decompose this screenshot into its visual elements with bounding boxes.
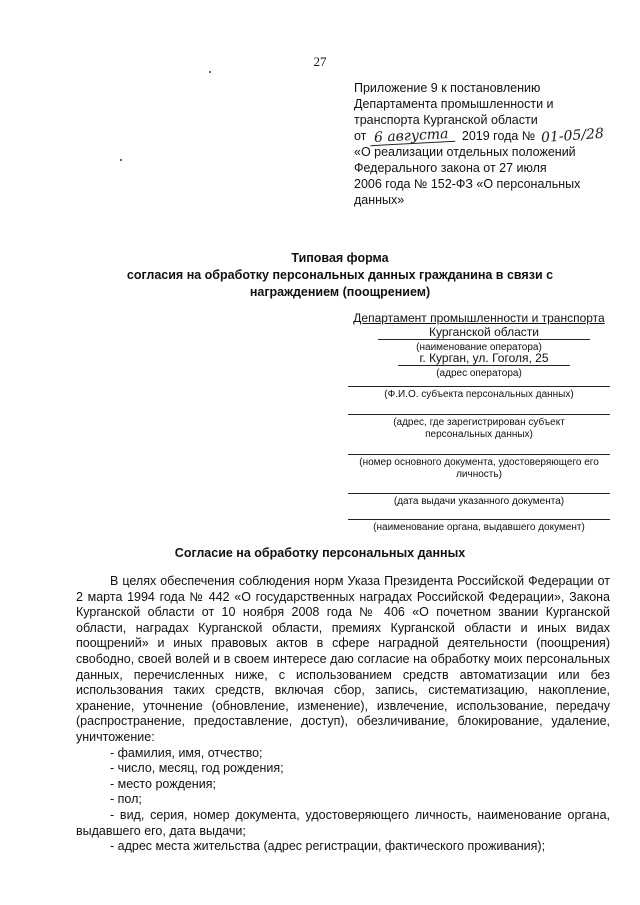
appendix-line: Приложение 9 к постановлению <box>354 81 541 95</box>
operator-address: г. Курган, ул. Гоголя, 25 <box>398 351 570 366</box>
subject-address-field <box>348 413 610 441</box>
title-line: Типовая форма <box>291 251 389 265</box>
document-caption: (номер основного документа, удостоверяющего его личность) <box>359 457 599 480</box>
list-item: - адрес места жительства (адрес регистрации, фактического проживания); <box>110 839 546 854</box>
subject-document-field <box>348 453 610 481</box>
handwritten-date: 6 августа <box>370 127 455 146</box>
scan-speck <box>209 71 211 73</box>
operator-name-line1: Департамент промышленности и транспорта <box>353 311 605 325</box>
year-text: 2019 года № <box>461 129 536 143</box>
appendix-line: 2006 года № 152-ФЗ «О персональных <box>354 177 581 191</box>
issuer-blank-line <box>348 518 610 520</box>
subject-fio-field <box>348 385 610 401</box>
appendix-line: «О реализации отдельных положений <box>354 145 576 159</box>
address-blank-line <box>348 413 610 415</box>
page-number: 27 <box>313 54 327 69</box>
operator-name-field <box>348 311 610 354</box>
subject-issuer-field <box>348 518 610 534</box>
list-item: - фамилия, имя, отчество; <box>110 745 263 760</box>
body-paragraph: В целях обеспечения соблюдения норм Указа Президента Российской Федерации от 2 марта 1994 года № 442 «О государственных наградах Российской Федерации», Закона Курганской области от 10 ноября 2008 года № 406 «О почетном звании Курганской области, наградах Курганской области, премиях Курганской области и иных видах поощрений» и иных правовых актов в сфере наградной деятельности (поощрения) свободно, своей волей и в своем интересе даю согласие на обработку моих персональных данных, перечисленных ниже, с использованием средств автоматизации или без использования таких средств, включая сбор, запись, систематизацию, накопление, хранение, уточнение (обновление, изменение), извлечение, использование, передачу (распространение, предоставление, доступ), обезличивание, блокирование, удаление, уничтожение: <box>76 574 610 744</box>
scan-speck <box>120 159 122 161</box>
operator-address-caption: (адрес оператора) <box>436 368 522 379</box>
consent-heading: Согласие на обработку персональных данных <box>174 546 466 560</box>
handwritten-number: 01-05/28 <box>540 125 605 147</box>
appendix-header <box>354 80 624 208</box>
list-item: - число, месяц, год рождения; <box>110 761 284 776</box>
consent-body <box>76 574 610 855</box>
issue-date-blank-line <box>348 492 610 494</box>
operator-name-line2: Курганской области <box>378 325 590 340</box>
form-title <box>60 250 620 301</box>
appendix-line: транспорта Курганской области <box>354 113 538 127</box>
fio-caption: (Ф.И.О. субъекта персональных данных) <box>384 389 574 400</box>
address-caption: (адрес, где зарегистрирован субъект персональных данных) <box>393 417 565 440</box>
subject-issue-date-field <box>348 492 610 508</box>
title-line: согласия на обработку персональных данных гражданина в связи с <box>126 268 554 282</box>
appendix-date-row <box>354 125 624 147</box>
fio-blank-line <box>348 385 610 387</box>
list-item: - пол; <box>110 792 142 807</box>
list-item: - вид, серия, номер документа, удостоверяющего личность, наименование органа, выдавшего его, дата выдачи; <box>76 807 610 838</box>
operator-name-caption: (наименование оператора) <box>416 342 542 353</box>
title-line: награждением (поощрением) <box>249 285 431 299</box>
document-blank-line <box>348 453 610 455</box>
operator-address-field <box>348 351 610 380</box>
list-item: - место рождения; <box>110 776 216 791</box>
issue-date-caption: (дата выдачи указанного документа) <box>393 496 565 507</box>
personal-data-list <box>76 746 610 855</box>
appendix-line: данных» <box>354 193 405 207</box>
from-label: от <box>354 129 367 143</box>
issuer-caption: (наименование органа, выдавшего документ) <box>373 522 585 533</box>
appendix-line: Департамента промышленности и <box>354 97 554 111</box>
appendix-line: Федерального закона от 27 июля <box>354 161 547 175</box>
